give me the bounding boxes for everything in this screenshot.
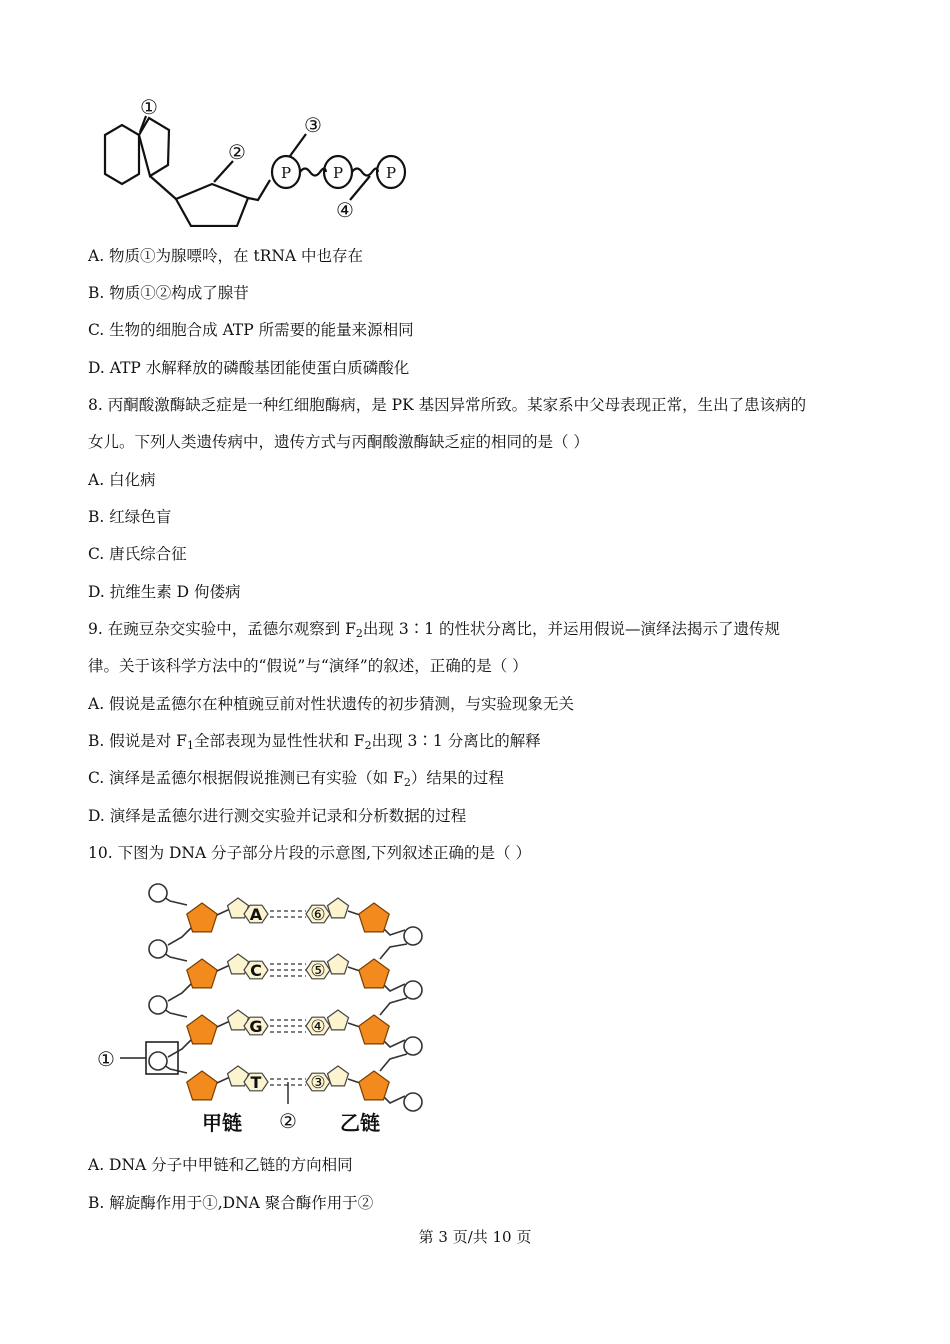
phosphate-left-3	[149, 996, 167, 1014]
base-left-letter-4: T	[250, 1073, 262, 1092]
q9-option-b	[88, 731, 541, 756]
q9-option-b-sub1: 1	[186, 739, 194, 752]
phosphate-right-4	[404, 1093, 422, 1111]
q7-option-c: C. 生物的细胞合成 ATP 所需要的能量来源相同	[88, 321, 414, 339]
base-left-letter-3: G	[249, 1017, 263, 1036]
page-footer: 第 3 页/共 10 页	[418, 1228, 532, 1246]
dna-label-2: ②	[279, 1109, 297, 1133]
q8-option-b: B. 红绿色盲	[88, 508, 172, 526]
dna-structure-figure	[90, 876, 435, 1138]
q9-option-b-sub2: 2	[364, 739, 372, 752]
phosphate-right-2	[404, 981, 422, 999]
base-right-label-4: ③	[310, 1073, 326, 1093]
q8-stem-line1: 8. 丙酮酸激酶缺乏症是一种红细胞酶病，是 PK 基因异常所致。某家系中父母表现正常，生出了患该病的	[88, 396, 807, 414]
q9-option-a: A. 假说是孟德尔在种植豌豆前对性状遗传的初步猜测，与实验现象无关	[88, 695, 575, 713]
base-right-ring-1	[328, 898, 349, 918]
phosphate-right-1	[404, 927, 422, 945]
sugar-right-3	[359, 1015, 389, 1044]
q7-option-b: B. 物质①②构成了腺苷	[88, 284, 249, 302]
q10-option-a: A. DNA 分子中甲链和乙链的方向相同	[88, 1156, 353, 1174]
q9-subscript: 2	[355, 627, 363, 640]
q7-option-d: D. ATP 水解释放的磷酸基团能使蛋白质磷酸化	[88, 359, 410, 377]
phosphate-letter-2: P	[332, 164, 344, 182]
q10-stem: 10. 下图为 DNA 分子部分片段的示意图,下列叙述正确的是（ ）	[88, 844, 531, 862]
phosphate-left-2	[149, 940, 167, 958]
q9-option-c-sub: 2	[403, 776, 411, 789]
sugar-right-1	[359, 903, 389, 932]
q8-option-c: C. 唐氏综合征	[88, 545, 187, 563]
q10-option-b: B. 解旋酶作用于①,DNA 聚合酶作用于②	[88, 1194, 374, 1212]
base-right-ring-4	[328, 1066, 349, 1086]
sugar-right-4	[359, 1071, 389, 1100]
q9-option-c-part2: ）结果的过程	[410, 769, 504, 787]
label-circled-2: ②	[228, 140, 246, 164]
q9-stem-line2: 律。关于该科学方法中的“假说”与“演绎”的叙述，正确的是（ ）	[88, 657, 528, 675]
base-right-label-3: ④	[310, 1017, 326, 1037]
q9-option-b-part2: 全部表现为显性性状和 F	[193, 732, 365, 750]
phosphate-letter-1: P	[280, 164, 292, 182]
phosphate-left-4	[149, 1052, 167, 1070]
q9-option-b-part1: B. 假说是对 F	[88, 732, 187, 750]
sugar-left-3	[187, 1015, 217, 1044]
sugar-left-1	[187, 903, 217, 932]
phosphate-letter-3: P	[385, 164, 397, 182]
adenine-six-ring	[105, 125, 139, 184]
chain-left-label: 甲链	[202, 1111, 242, 1135]
base-right-ring-2	[328, 954, 349, 974]
base-right-label-2: ⑤	[310, 961, 326, 981]
chain-right-label: 乙链	[340, 1111, 380, 1135]
q8-stem-line2: 女儿。下列人类遗传病中，遗传方式与丙酮酸激酶缺乏症的相同的是（ ）	[88, 433, 589, 451]
sugar-left-2	[187, 959, 217, 988]
q8-option-d: D. 抗维生素 D 佝偻病	[88, 583, 241, 601]
q9-stem-line1-a: 9. 在豌豆杂交实验中，孟德尔观察到 F	[88, 620, 356, 638]
label-circled-3: ③	[304, 113, 322, 137]
base-left-letter-1: A	[249, 905, 263, 924]
phosphate-right-3	[404, 1037, 422, 1055]
base-left-letter-2: C	[250, 961, 262, 980]
q9-option-c-part1: C. 演绎是孟德尔根据假说推测已有实验（如 F	[88, 769, 404, 787]
q9-stem-line1-b: 出现 3∶1 的性状分离比，并运用假说—演绎法揭示了遗传规	[362, 620, 780, 638]
atp-structure-figure	[88, 92, 418, 227]
phosphate-left-1	[149, 884, 167, 902]
adenine-five-ring	[139, 118, 169, 176]
sugar-right-2	[359, 959, 389, 988]
q8-option-a: A. 白化病	[88, 471, 156, 489]
q9-stem-line1	[88, 619, 780, 644]
label-circled-4: ④	[336, 198, 354, 222]
base-right-label-1: ⑥	[310, 905, 326, 925]
label-circled-1: ①	[140, 95, 158, 119]
q7-option-a: A. 物质①为腺嘌呤，在 tRNA 中也存在	[88, 247, 364, 265]
dna-label-1: ①	[97, 1047, 115, 1071]
q9-option-c	[88, 768, 504, 793]
ribose-ring	[176, 184, 248, 226]
base-right-ring-3	[328, 1010, 349, 1030]
q9-option-d: D. 演绎是孟德尔进行测交实验并记录和分析数据的过程	[88, 807, 467, 825]
q9-option-b-part3: 出现 3∶1 分离比的解释	[371, 732, 541, 750]
sugar-left-4	[187, 1071, 217, 1100]
